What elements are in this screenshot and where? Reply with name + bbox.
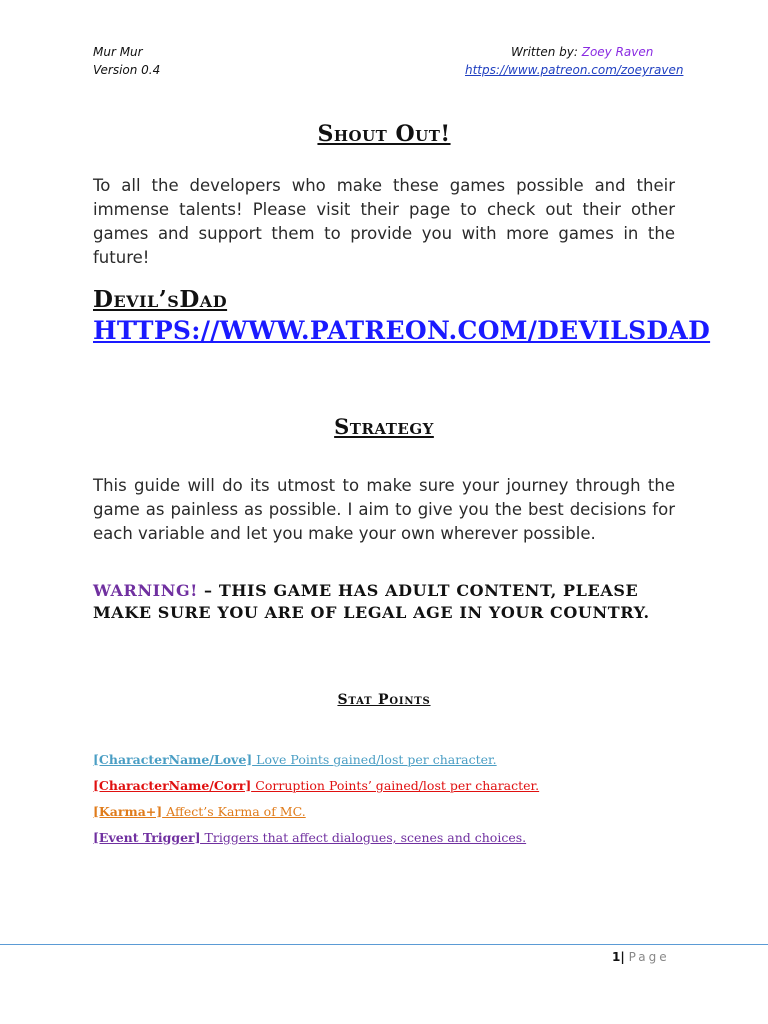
header-title: Mur Mur (93, 45, 143, 59)
strategy-heading: Strategy (334, 414, 434, 439)
page-number (612, 950, 670, 964)
author-name: Zoey Raven (581, 45, 654, 59)
legend-item-karma (93, 804, 306, 819)
page-label: Page (628, 950, 670, 964)
header-version: Version 0.4 (93, 63, 161, 77)
legend-item-corruption (93, 778, 539, 793)
legend-tag: [CharacterName/Love] (93, 752, 253, 767)
legend-desc: Corruption Points’ gained/lost per character. (251, 778, 540, 793)
warning-label: WARNING! (93, 581, 198, 600)
developer-name: Devil’sDad (93, 286, 228, 313)
legend-tag: [CharacterName/Corr] (93, 778, 252, 793)
stat-points-heading: Stat Points (337, 692, 431, 708)
written-by-label: Written by: (511, 45, 578, 59)
footer-divider (0, 944, 768, 945)
strategy-paragraph: This guide will do its utmost to make sure your journey through the game as painless as possible. I aim to give you the best decisions for each variable and let you make your own wherever possible. (93, 476, 675, 543)
legend-item-event-trigger (93, 830, 526, 845)
page-number-value: 1 (612, 950, 621, 964)
legend-tag: [Karma+] (93, 804, 163, 819)
warning-text: – THIS GAME HAS ADULT CONTENT, PLEASE MAKE SURE YOU ARE OF LEGAL AGE IN YOUR COUNTRY. (93, 581, 650, 622)
legend-desc: Love Points gained/lost per character. (252, 752, 497, 767)
legend-desc: Triggers that affect dialogues, scenes and choices. (200, 830, 527, 845)
developer-patreon-link[interactable]: HTTPS://WWW.PATREON.COM/DEVILSDAD (93, 316, 711, 345)
header-author-line (511, 45, 653, 59)
warning-notice (93, 580, 677, 624)
legend-item-love (93, 752, 497, 767)
legend-desc: Affect’s Karma of MC. (162, 804, 306, 819)
legend-tag: [Event Trigger] (93, 830, 201, 845)
header-url-link[interactable]: https://www.patreon.com/zoeyraven (465, 63, 684, 77)
shout-out-heading: Shout Out! (317, 121, 451, 147)
shout-out-paragraph: To all the developers who make these games possible and their immense talents! Please visit their page to check out their other games and support them to provide you with more games in the future! (93, 176, 675, 267)
page-number-separator: | (620, 950, 625, 964)
